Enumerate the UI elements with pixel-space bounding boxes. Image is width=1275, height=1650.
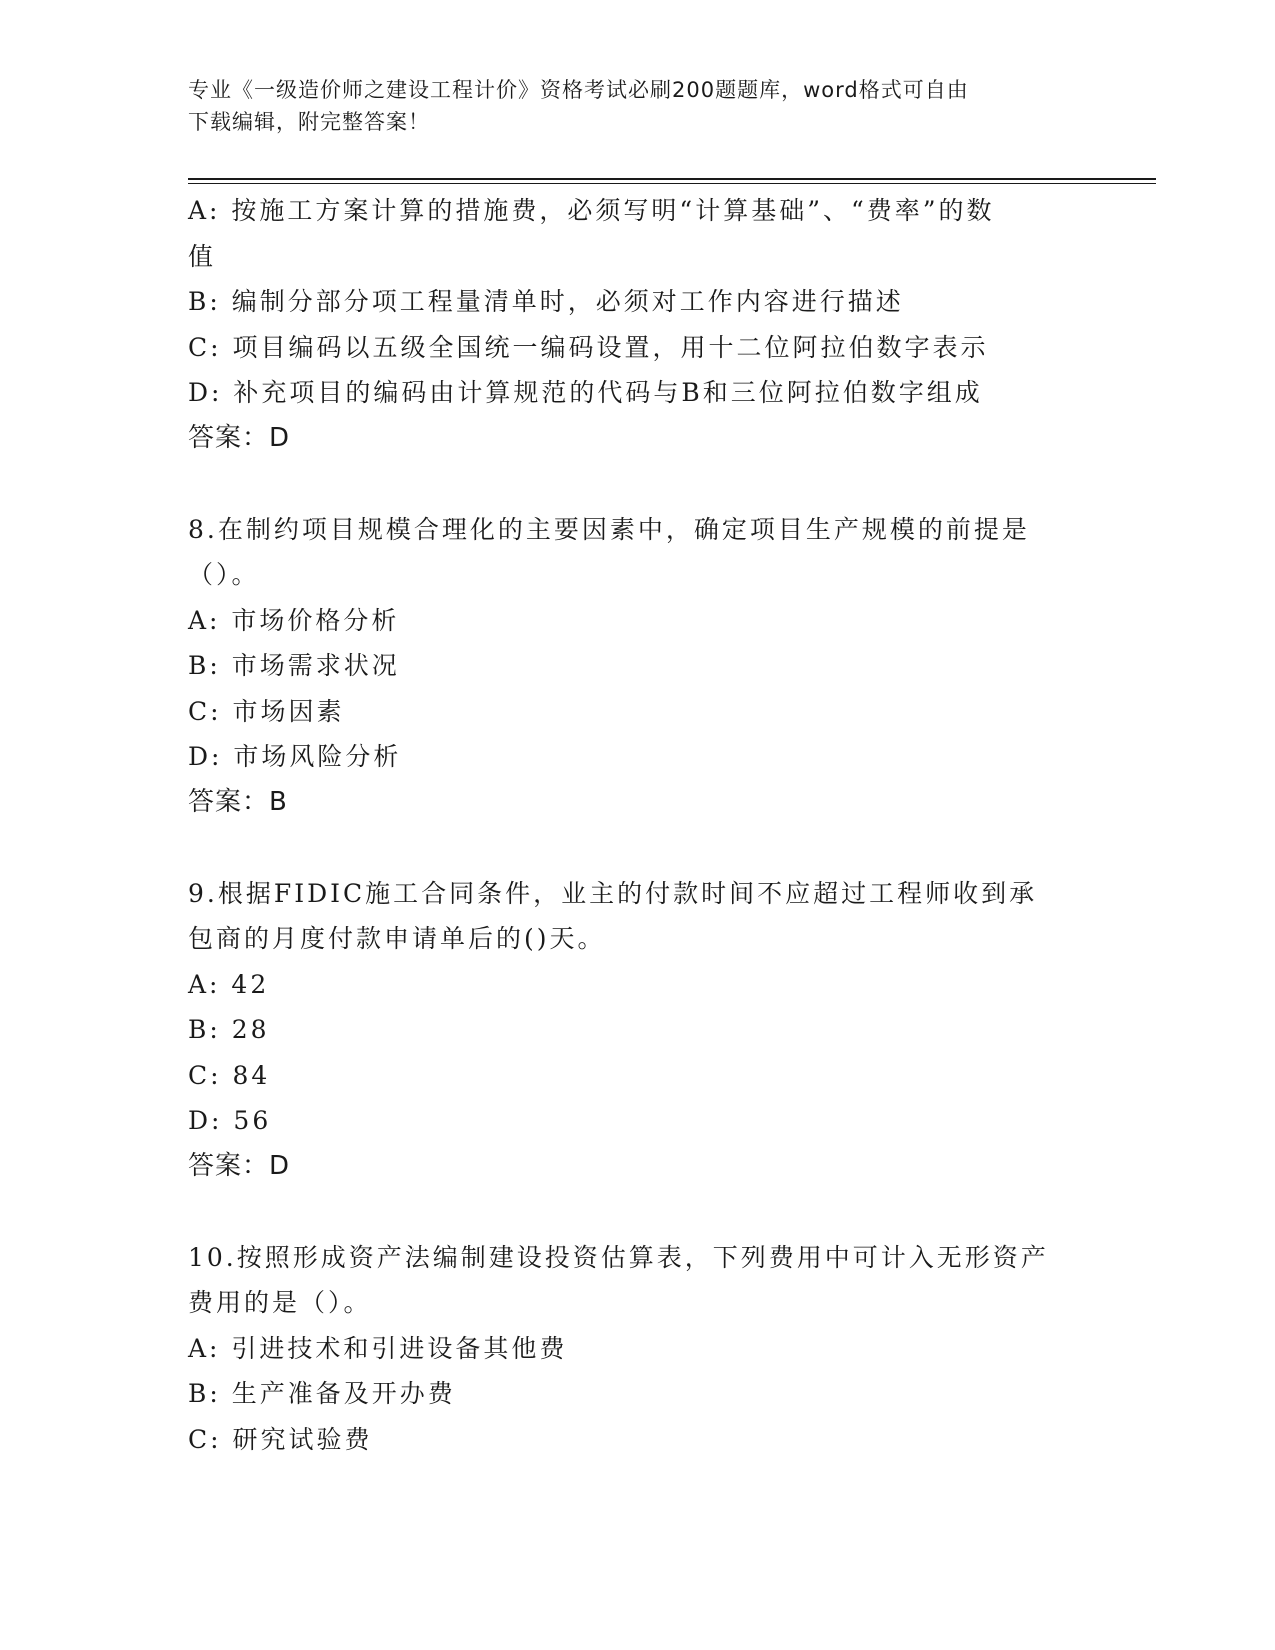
answer: 答案：B: [188, 786, 288, 817]
answer: 答案：D: [188, 422, 291, 453]
option-d: D: 市场风险分析: [188, 742, 402, 771]
question-list: [188, 188, 1088, 1462]
question-stem-continued: （）。: [188, 560, 260, 589]
question-10: [188, 1235, 1088, 1463]
question-stem: 9.根据FIDIC施工合同条件，业主的付款时间不应超过工程师收到承: [188, 878, 1038, 908]
question-stem: 10.按照形成资产法编制建设投资估算表，下列费用中可计入无形资产: [188, 1242, 1049, 1272]
header-divider-thin: [188, 183, 1156, 184]
spacer: [188, 461, 1088, 507]
option-a: A: 引进技术和引进设备其他费: [188, 1333, 568, 1363]
question-9: [188, 871, 1088, 1190]
option-d: D: 56: [188, 1106, 272, 1135]
option-a: A: 市场价格分析: [188, 605, 400, 635]
option-b: B: 编制分部分项工程量清单时，必须对工作内容进行描述: [188, 287, 904, 316]
option-c: C: 项目编码以五级全国统一编码设置，用十二位阿拉伯数字表示: [188, 332, 989, 362]
header-line-1: 专业《一级造价师之建设工程计价》资格考试必刷200题题库，word格式可自由: [188, 78, 969, 102]
option-c: C: 研究试验费: [188, 1424, 373, 1454]
question-stem: 8.在制约项目规模合理化的主要因素中，确定项目生产规模的前提是: [188, 514, 1030, 544]
question-stem-continued: 包商的月度付款申请单后的()天。: [188, 924, 606, 953]
question-8: [188, 507, 1088, 826]
spacer: [188, 825, 1088, 871]
option-c: C: 84: [188, 1060, 271, 1090]
answer: 答案：D: [188, 1150, 291, 1181]
header-line-2: 下载编辑，附完整答案！: [188, 110, 430, 134]
option-b: B: 生产准备及开办费: [188, 1379, 456, 1408]
option-a: A: 按施工方案计算的措施费，必须写明“计算基础”、“费率”的数: [188, 196, 995, 225]
option-d: D: 补充项目的编码由计算规范的代码与B和三位阿拉伯数字组成: [188, 378, 983, 407]
document-header: [188, 74, 1088, 138]
option-b: B: 市场需求状况: [188, 651, 400, 680]
option-c: C: 市场因素: [188, 696, 345, 726]
option-a-continued: 值: [188, 241, 217, 271]
option-a: A: 42: [188, 969, 270, 999]
question-7: [188, 188, 1088, 461]
option-b: B: 28: [188, 1015, 270, 1044]
question-stem-continued: 费用的是（）。: [188, 1288, 372, 1317]
header-divider-thick: [188, 178, 1156, 180]
spacer: [188, 1189, 1088, 1235]
